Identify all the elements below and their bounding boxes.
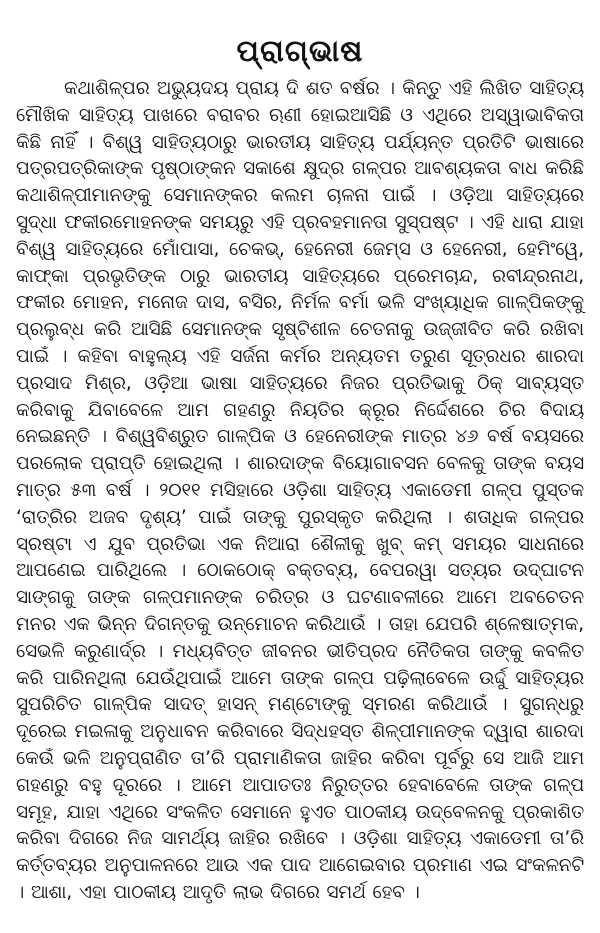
body-paragraph: କଥାଶିଳ୍ପର ଅଭ୍ୟୁଦୟ ପ୍ରାୟ ଦି ଶତ ବର୍ଷର । କିନ୍ତୁ ଏହି ଲିଖିତ ସାହିତ୍ୟ ମୌଖିକ ସାହିତ୍ୟ ପାଖରେ ବରାବର ଋଣୀ ହୋଇଆସିଛି ଓ ଏଥିରେ ଅସ୍ୱାଭାବିକତା କିଛି ନାହିଁ । ବିଶ୍ୱ ସାହିତ୍ୟଠାରୁ ଭାରତୀୟ ସାହିତ୍ୟ ପର୍ଯ୍ୟନ୍ତ ପ୍ରତିଟି ଭାଷାରେ ପତ୍ରପତ୍ରିକାଙ୍କ ପୃଷ୍ଠାଙ୍କନ ସକାଶେ କ୍ଷୁଦ୍ର ଗଳ୍ପର ଆବଶ୍ୟକତା ବାଧ କରିଛି କଥାଶିଳ୍ପୀମାନଙ୍କୁ ସେମାନଙ୍କର କଲମ ଚାଳନା ପାଇଁ । ଓଡ଼ିଆ ସାହିତ୍ୟରେ ସୁଦ୍ଧା ଫକୀରମୋହନଙ୍କ ସମୟରୁ ଏହି ପ୍ରବହମାନତା ସୁସ୍ପଷ୍ଟ । ଏହି ଧାରା ଯାହା ବିଶ୍ୱ ସାହିତ୍ୟରେ ମୋଁପାସା, ଚେକଭ୍, ହେନେରୀ ଜେମ୍‌ସ ଓ ହେନେରୀ, ହେମିଂୱେ, କାଫ୍‌କା ପ୍ରଭୃତିଙ୍କ ଠାରୁ ଭାରତୀୟ ସାହିତ୍ୟରେ ପ୍ରେମଚାନ୍ଦ, ରବୀନ୍ଦ୍ରନାଥ, ଫକୀର ମୋହନ, ମନୋଜ ଦାସ, ବସିର, ନିର୍ମଳ ବର୍ମା ଭଳି ସଂଖ୍ୟାଧିକ ଗାଳ୍ପିକଙ୍କୁ ପ୍ରଲୁବ୍ଧ କରି ଆସିଛି ସେମାନଙ୍କ ସୃଷ୍ଟିଶୀଳ ଚେତନାକୁ ଉଜ୍ଜୀବିତ କରି ରଖିବା ପାଇଁ । କହିବା ବାହୁଲ୍ୟ ଏହି ସର୍ଜନା କର୍ମର ଅନ୍ୟତମ ତରୁଣ ସୂତ୍ରଧର ଶାରଦା ପ୍ରସାଦ ମିଶ୍ର, ଓଡ଼ିଆ ଭାଷା ସାହିତ୍ୟରେ ନିଜର ପ୍ରତିଭାକୁ ଠିକ୍ ସାବ୍ୟସ୍ତ କରିବାକୁ ଯିବାବେଳେ ଆମ ଗହଣରୁ ନିୟତିର କ୍ରୂର ନିର୍ଦ୍ଦେଶରେ ଚିର ବିଦାୟ ନେଇଛନ୍ତି । ବିଶ୍ୱବିଶ୍ରୁତ ଗାଳ୍ପିକ ଓ ହେନେରୀଙ୍କ ମାତ୍ର ୪୬ ବର୍ଷ ବୟସରେ ପରଲୋକ ପ୍ରାପ୍ତି ହୋଇଥିଲା । ଶାରଦାଙ୍କ ବିୟୋଗାବସନ ବେଳକୁ ତାଙ୍କ ବୟସ ମାତ୍ର ୫୩ ବର୍ଷ । ୨୦୧୧ ମସିହାରେ ଓଡ଼ିଶା ସାହିତ୍ୟ ଏକାଡେମୀ ଗଳ୍ପ ପୁସ୍ତକ ‘ରାତ୍ରିର ଅଜବ ଦୃଶ୍ୟ’ ପାଇଁ ତାଙ୍କୁ ପୁରସ୍କୃତ କରିଥିଲା । ଶତାଧିକ ଗଳ୍ପର ସ୍ରଷ୍ଟା ଏ ଯୁବ ପ୍ରତିଭା ଏକ ନିଆରା ଶୈଳୀକୁ ଖୁବ୍ କମ୍ ସମୟର ସାଧନାରେ ଆପଣେଇ ପାରିଥିଲେ । ଠୋକଠୋକ୍ ବକ୍ତବ୍ୟ, ବେପରୱା ସତ୍ୟର ଉଦ୍‌ଘାଟନ ସାଙ୍ଗକୁ ତାଙ୍କ ଗଳ୍ପମାନଙ୍କ ଚରିତ୍ର ଓ ଘଟଣାବଳୀରେ ଆମେ ଅବଚେତନ ମନର ଏକ ଭିନ୍ନ ଦିଗନ୍ତକୁ ଉନ୍ମୋଚନ କରିଥାଉଁ । ତାହା ଯେପରି ଶ୍ଳେଷାତ୍ମକ, ସେଭଳି କରୁଣାର୍ଦ୍ର । ମଧ୍ୟବିତ୍ତ ଜୀବନର ଭୀତିପ୍ରଦ ନୈତିକତା ତାଙ୍କୁ କବଳିତ କରି ପାରିନଥିଲା ଯେଉଁଥିପାଇଁ ଆମେ ତାଙ୍କ ଗଳ୍ପ ପଢ଼ିଲାବେଳେ ଉର୍ଦ୍ଦୁ ସାହିତ୍ୟର ସୁପରିଚିତ ଗାଳ୍ପିକ ସାଦତ୍ ହାସନ୍ ମଣ୍ଟୋଙ୍କୁ ସ୍ମରଣ କରିଥାଉଁ । ସୁଗନ୍ଧରୁ ଦୂରେଇ ମଇଳାକୁ ଅନୁଧାବନ କରିବାରେ ସିଦ୍ଧହସ୍ତ ଶିଳ୍ପୀମାନଙ୍କ ଦ୍ୱାରା ଶାରଦା କେଉଁ ଭଳି ଅନୁପ୍ରାଣିତ ତା’ରି ପ୍ରାମାଣିକତା ଜାହିର କରିବା ପୂର୍ବରୁ ସେ ଆଜି ଆମ ଗହଣରୁ ବହୁ ଦୂରରେ । ଆମେ ଆପାତତଃ ନିରୁତ୍ତର ହେବାବେଳେ ତାଙ୍କ ଗଳ୍ପ ସମୂହ, ଯାହା ଏଥିରେ ସଂକଳିତ ସେମାନେ ହୁଏତ ପାଠକୀୟ ଉଦ୍‌ବେଳନକୁ ପ୍ରକାଶିତ କରିବା ଦିଗରେ ନିଜ ସାମର୍ଥ୍ୟ ଜାହିର ରଖିବେ । ଓଡ଼ିଶା ସାହିତ୍ୟ ଏକାଡେମୀ ତା’ରି କର୍ତ୍ତବ୍ୟର ଅନୁପାଳନରେ ଆଉ ଏକ ପାଦ ଆଗେଇବାର ପ୍ରମାଣ ଏଇ ସଂକଳନଟି । ଆଶା, ଏହା ପାଠକୀୟ ଆଦୃତି ଲାଭ ଦିଗରେ ସମର୍ଥ ହେବ । [16, 78, 584, 903]
document-title: ପ୍ରାଗ୍‌ଭାଷ [236, 34, 364, 69]
